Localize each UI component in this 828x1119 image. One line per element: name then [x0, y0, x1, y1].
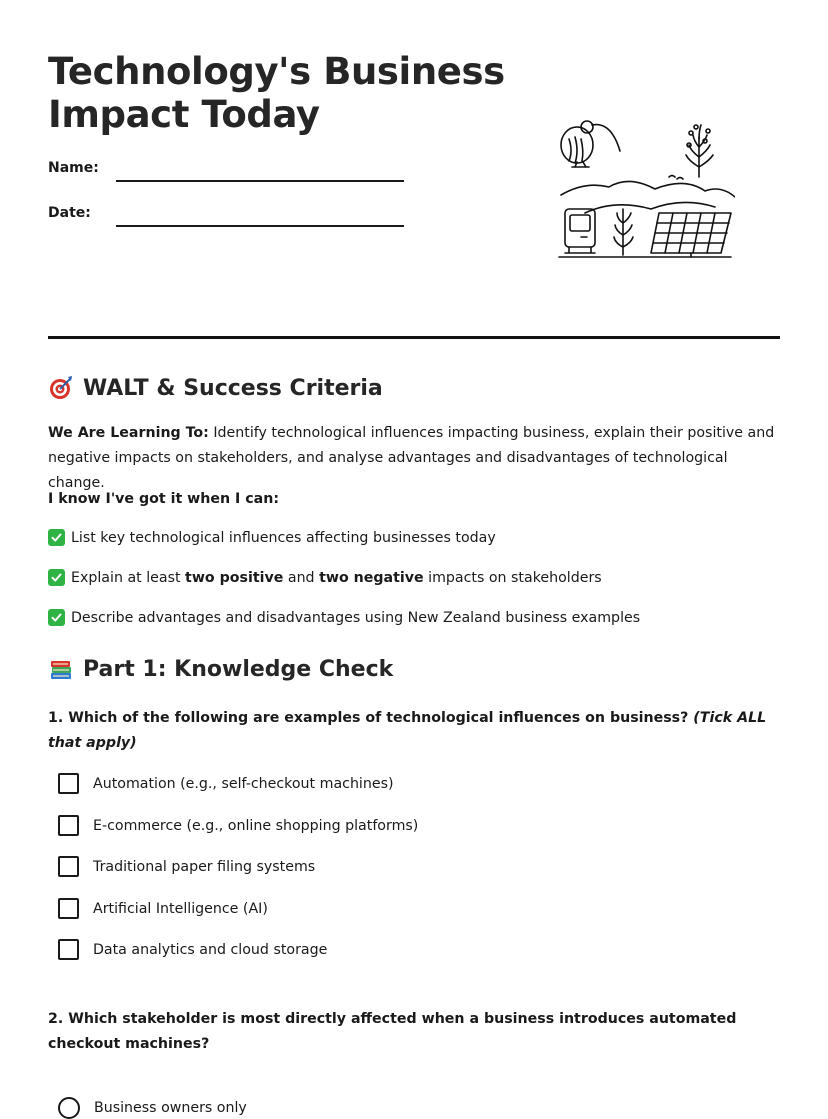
- q1-option[interactable]: [58, 898, 268, 919]
- checkbox[interactable]: [58, 773, 79, 794]
- q1-option[interactable]: [58, 939, 327, 960]
- criteria-text: Describe advantages and disadvantages using New Zealand business examples: [71, 609, 641, 626]
- part1-heading-text: Part 1: Knowledge Check: [83, 656, 394, 682]
- books-icon: [48, 656, 74, 682]
- date-field[interactable]: [116, 225, 404, 227]
- check-mark-icon: [48, 609, 65, 626]
- target-icon: [48, 375, 74, 401]
- criteria-item: [48, 529, 496, 546]
- radio-button[interactable]: [58, 1097, 80, 1119]
- q1-option[interactable]: [58, 815, 418, 836]
- learning-label: We Are Learning To:: [48, 425, 209, 441]
- part1-heading: [48, 656, 393, 682]
- q1-option[interactable]: [58, 773, 394, 794]
- criteria-text-part: Explain at least: [71, 569, 186, 586]
- question-2: 2. Which stakeholder is most directly affected when a business introduces automated checkout machines?: [48, 1011, 737, 1052]
- criteria-bold-positive: two positive: [185, 569, 284, 586]
- criteria-item: [48, 609, 640, 626]
- walt-heading: [48, 375, 383, 401]
- check-mark-icon: [48, 569, 65, 586]
- check-mark-icon: [48, 529, 65, 546]
- q1-option-label: Traditional paper filing systems: [93, 858, 316, 875]
- checkbox[interactable]: [58, 939, 79, 960]
- checkbox[interactable]: [58, 856, 79, 877]
- name-field[interactable]: [116, 180, 404, 182]
- q2-option-label: Business owners only: [94, 1100, 247, 1116]
- date-label: Date:: [48, 205, 91, 221]
- q2-option[interactable]: [58, 1097, 247, 1119]
- question-1: [48, 706, 788, 756]
- q1-option-label: E-commerce (e.g., online shopping platforms): [93, 817, 419, 834]
- title-line-1: Technology's Business: [48, 50, 505, 93]
- q1-option-label: Artificial Intelligence (AI): [93, 900, 268, 917]
- criteria-heading: I know I've got it when I can:: [48, 491, 280, 507]
- question-1-note: (Tick ALL that apply): [48, 710, 767, 751]
- page-title: [48, 50, 528, 136]
- title-line-2: Impact Today: [48, 93, 320, 136]
- q1-option-label: Data analytics and cloud storage: [93, 941, 328, 958]
- learning-text: Identify technological influences impacting business, explain their positive and negative impacts on stakeholders, and analyse advantages and disadvantages of technological change.: [48, 425, 775, 491]
- criteria-text-part: and: [283, 569, 320, 586]
- criteria-text: [71, 570, 602, 586]
- criteria-text: List key technological influences affecting businesses today: [71, 529, 496, 546]
- criteria-bold-negative: two negative: [319, 569, 424, 586]
- section-divider: [48, 336, 780, 339]
- q1-option[interactable]: [58, 856, 315, 877]
- criteria-text-part: impacts on stakeholders: [423, 569, 602, 586]
- checkbox[interactable]: [58, 815, 79, 836]
- checkbox[interactable]: [58, 898, 79, 919]
- q1-option-label: Automation (e.g., self-checkout machines): [93, 775, 394, 792]
- kiwi-landscape-illustration-icon: [555, 115, 735, 263]
- walt-paragraph: [48, 421, 783, 496]
- question-1-text: 1. Which of the following are examples of technological influences on business?: [48, 710, 694, 726]
- walt-heading-text: WALT & Success Criteria: [83, 375, 383, 401]
- name-label: Name:: [48, 160, 99, 176]
- criteria-item: [48, 569, 602, 586]
